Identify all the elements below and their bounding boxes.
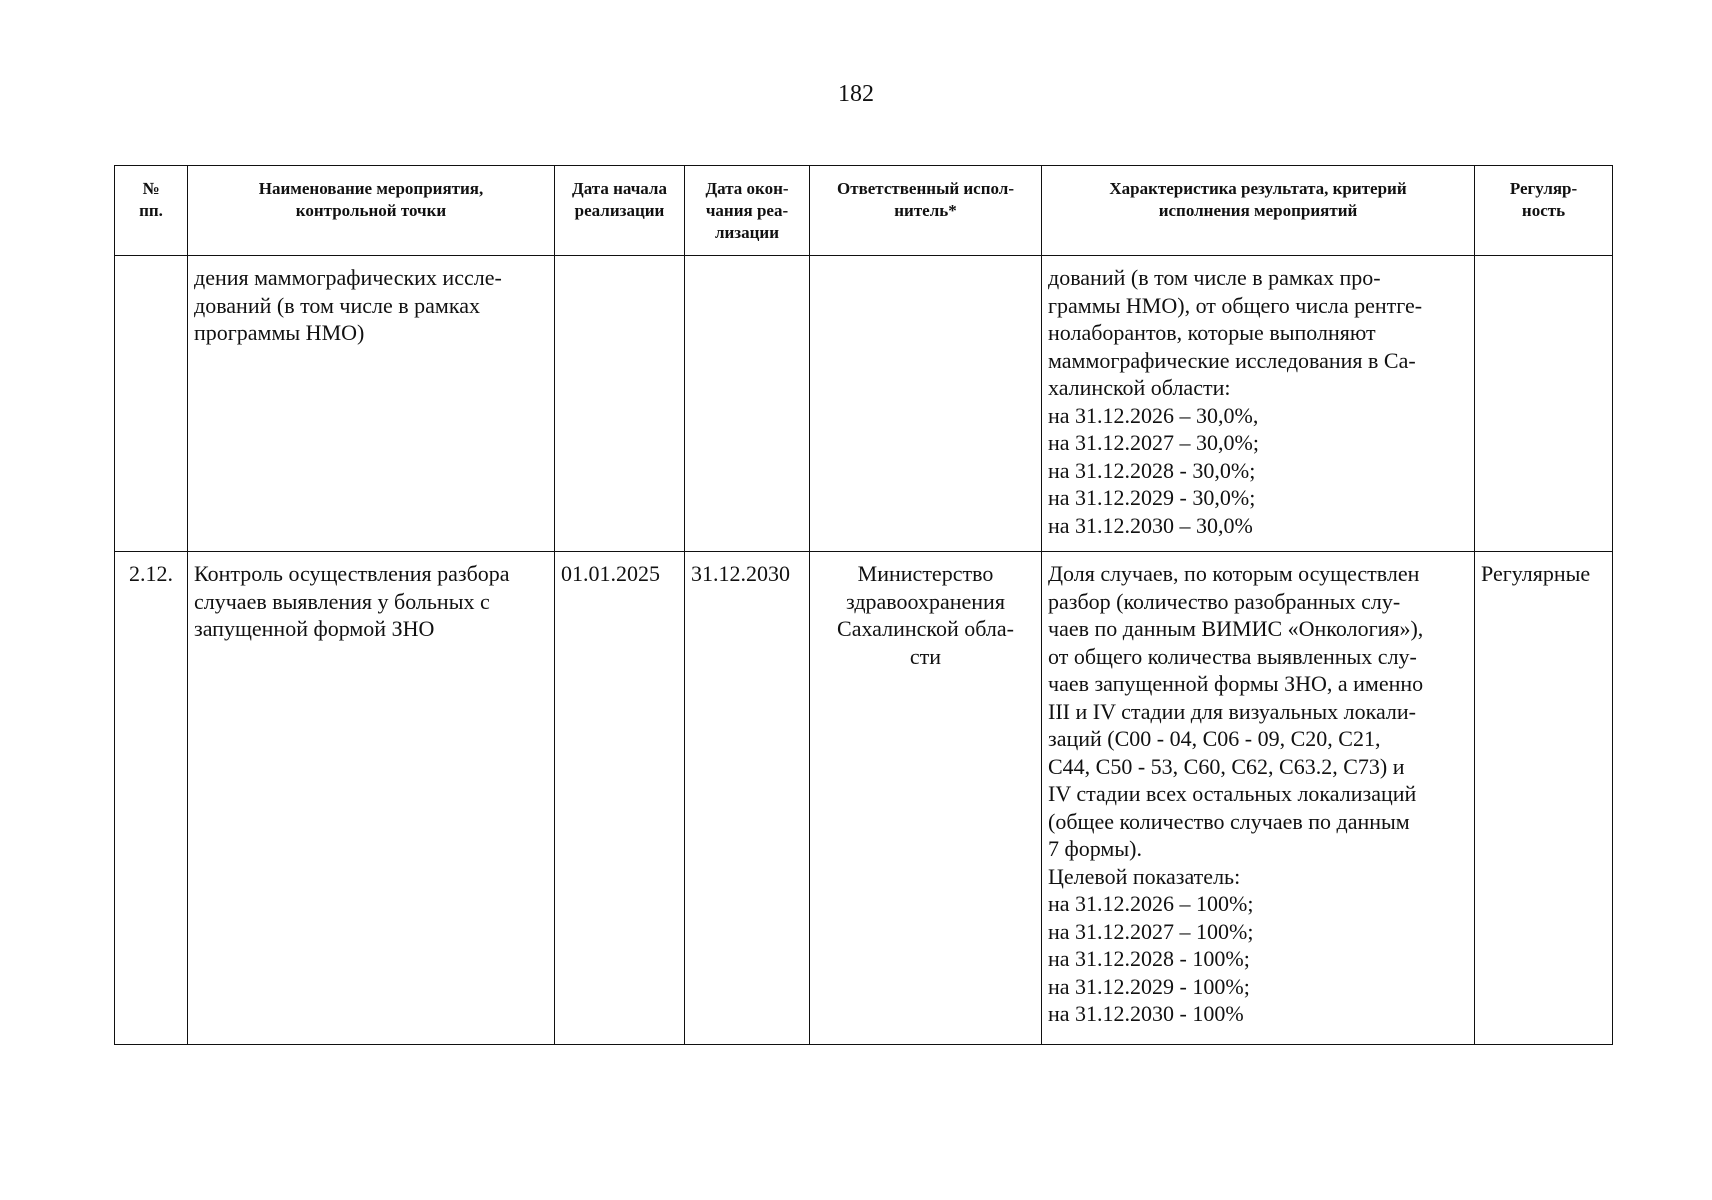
header-start-date: Дата начала реализации [555,166,685,256]
page-number: 182 [838,81,874,107]
activities-table [114,165,1613,1045]
table-header-row [115,166,1613,256]
header-regularity: Регуляр- ность [1475,166,1613,256]
cell-num [115,256,188,552]
table-row [115,552,1613,1045]
cell-start-date: 01.01.2025 [555,552,685,1045]
cell-responsible: Министерство здравоохранения Сахалинской обла- сти [810,552,1042,1045]
header-result: Характеристика результата, критерий исполнения мероприятий [1042,166,1475,256]
cell-name: дения маммографических иссле- дований (в том числе в рамках программы НМО) [188,256,555,552]
cell-name: Контроль осуществления разбора случаев выявления у больных с запущенной формой ЗНО [188,552,555,1045]
cell-responsible [810,256,1042,552]
cell-start-date [555,256,685,552]
cell-result: дований (в том числе в рамках про- граммы НМО), от общего числа рентге- нолаборантов, которые выполняют маммографические исследования в Са- халинской области: на 31.12.2026 – 30,0%, на 31.12.2027 – 30,0%; на 31.12.2028 - 30,0%; на 31.12.2029 - 30,0%; на 31.12.2030 – 30,0% [1042,256,1475,552]
cell-end-date [685,256,810,552]
cell-regularity: Регулярные [1475,552,1613,1045]
cell-end-date: 31.12.2030 [685,552,810,1045]
header-name: Наименование мероприятия, контрольной точки [188,166,555,256]
cell-result: Доля случаев, по которым осуществлен разбор (количество разобранных слу- чаев по данным ВИМИС «Онкология»), от общего количества выявленных слу- чаев запущенной формы ЗНО, а именно III и IV стадии для визуальных локали- заций (С00 - 04, С06 - 09, С20, С21, С44, С50 - 53, С60, С62, С63.2, С73) и IV стадии всех остальных локализаций (общее количество случаев по данным 7 формы). Целевой показатель: на 31.12.2026 – 100%; на 31.12.2027 – 100%; на 31.12.2028 - 100%; на 31.12.2029 - 100%; на 31.12.2030 - 100% [1042,552,1475,1045]
header-end-date: Дата окон- чания реа- лизации [685,166,810,256]
header-num: № пп. [115,166,188,256]
header-responsible: Ответственный испол- нитель* [810,166,1042,256]
table-row [115,256,1613,552]
cell-num: 2.12. [115,552,188,1045]
cell-regularity [1475,256,1613,552]
